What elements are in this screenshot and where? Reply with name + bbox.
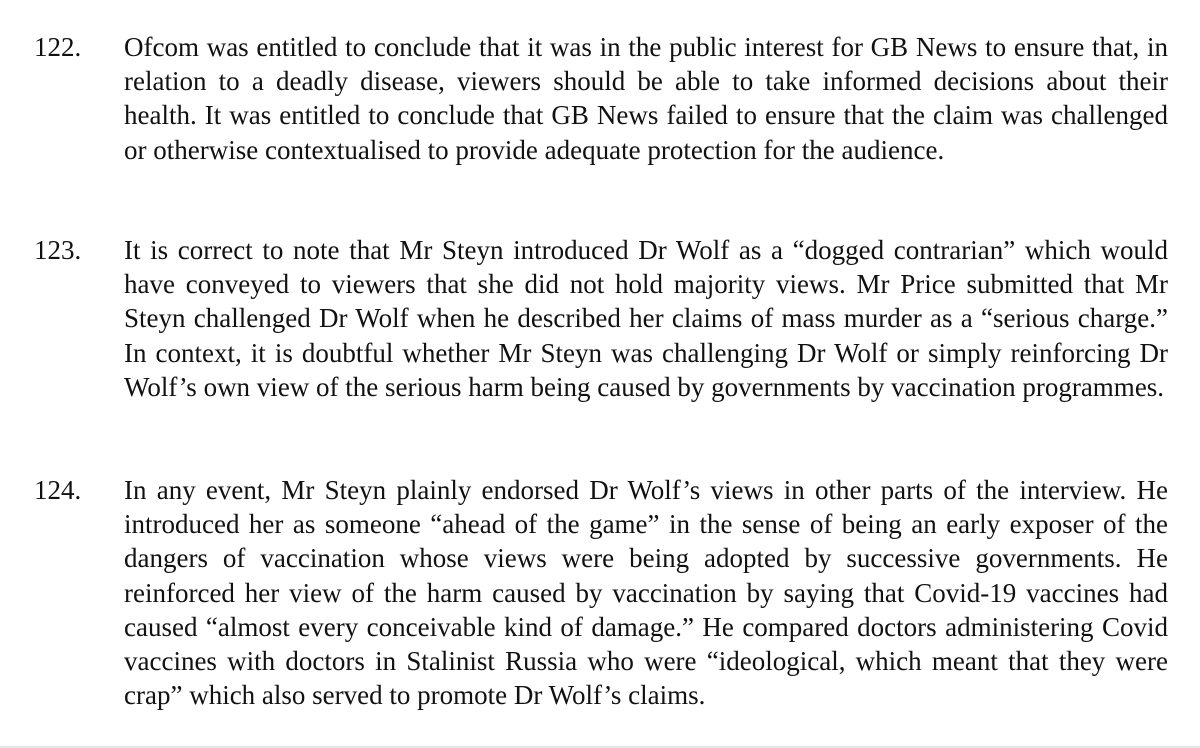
paragraph-text: Ofcom was entitled to conclude that it was in the public interest for GB News to ensure that, in relation to a deadly disease, viewers should be able to take informed decisions about their health. It was entitled to conclude that GB News failed to ensure that the claim was challenged or otherwise contextualised to provide adequate protection for the audience. [124, 32, 1168, 165]
paragraph-number: 123. [34, 235, 82, 265]
paragraph-number: 124. [34, 475, 82, 505]
paragraph-text: It is correct to note that Mr Steyn introduced Dr Wolf as a “dogged contrarian” which would have conveyed to viewers that she did not hold majority views. Mr Price submitted that Mr Steyn challenged Dr Wolf when he described her claims of mass murder as a “serious charge.” In context, it is doubtful whether Mr Steyn was challenging Dr Wolf or simply reinforcing Dr Wolf’s own view of the serious harm being caused by governments by vaccination programmes. [124, 235, 1168, 402]
paragraph-number: 122. [34, 32, 82, 62]
paragraph-text: In any event, Mr Steyn plainly endorsed Dr Wolf’s views in other parts of the interview. He introduced her as someone “ahead of the game” in the sense of being an early exposer of the dangers of vaccination whose views were being adopted by successive governments. He reinforced her view of the harm caused by vaccination by saying that Covid-19 vaccines had caused “almost every conceivable kind of damage.” He compared doctors administering Covid vaccines with doctors in Stalinist Russia who were “ideological, which meant that they were crap” which also served to promote Dr Wolf’s claims. [124, 475, 1168, 711]
